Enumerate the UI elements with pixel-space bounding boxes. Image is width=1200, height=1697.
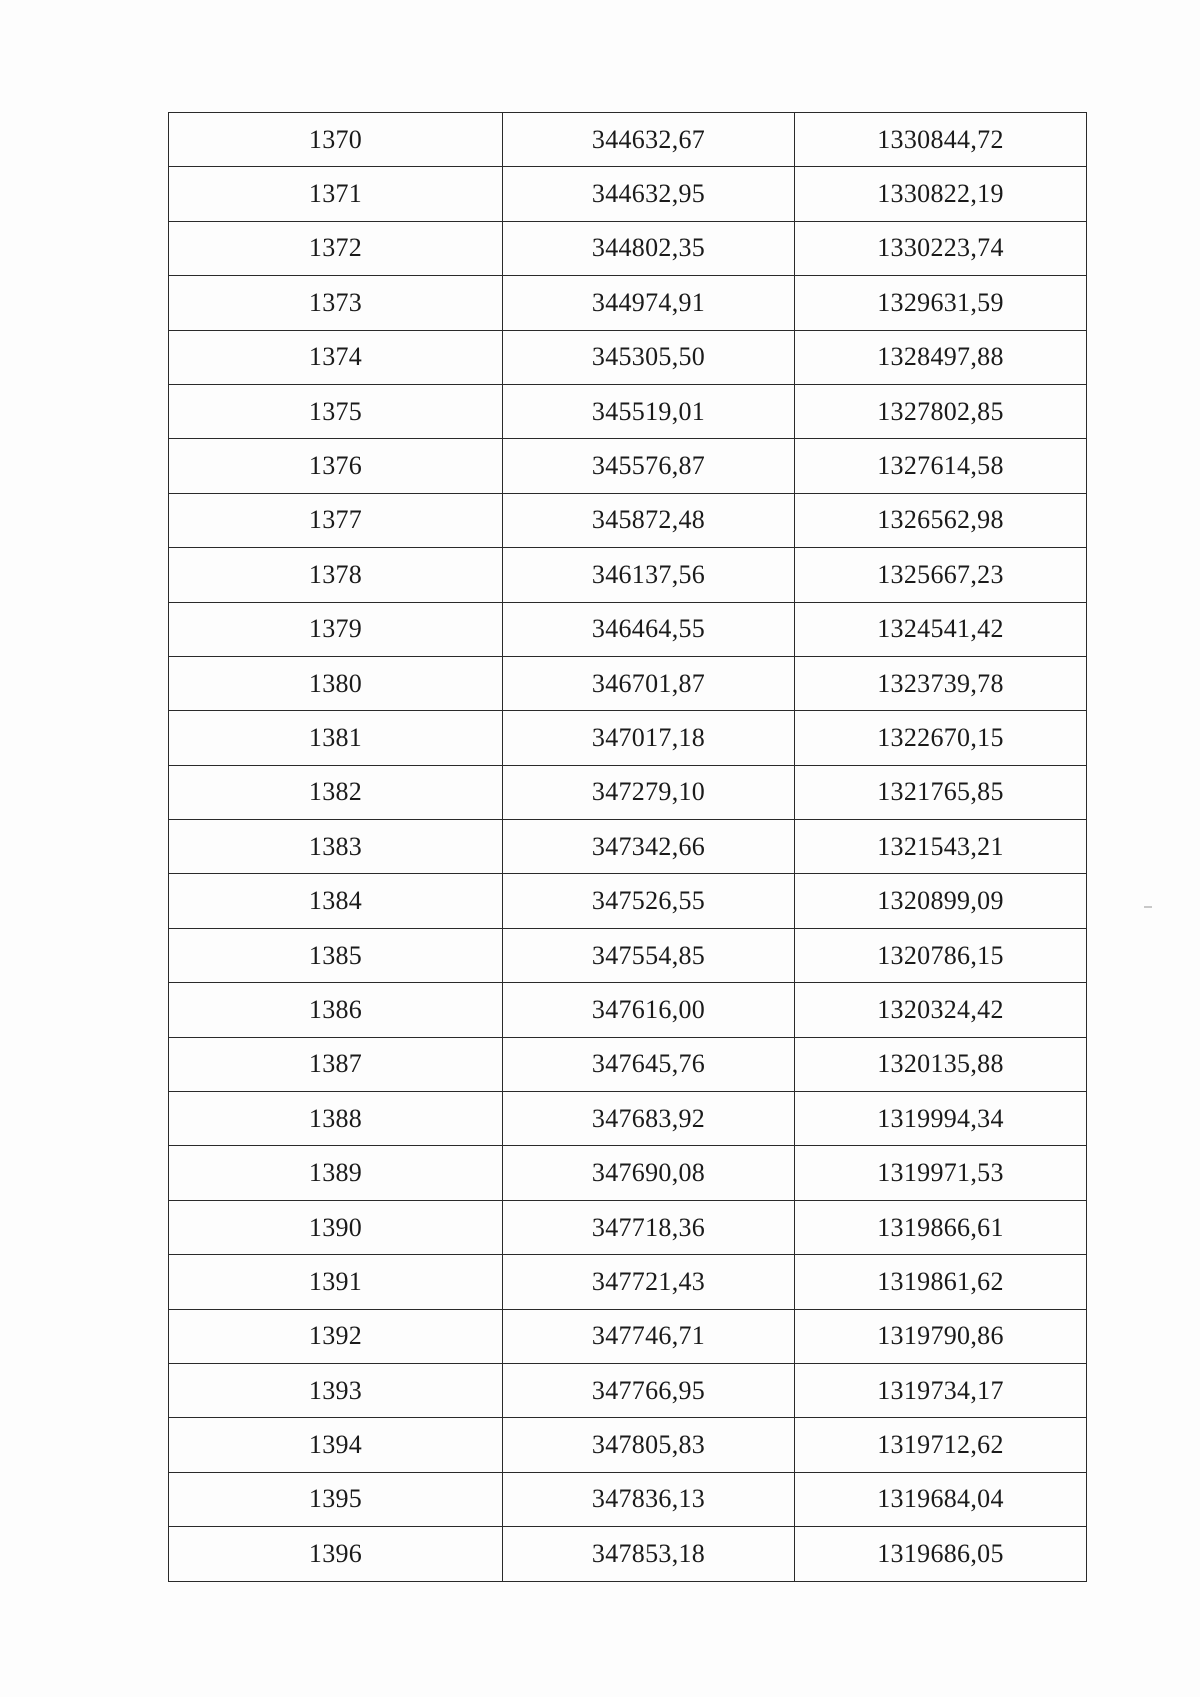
x-coordinate-cell: 347554,85 <box>503 928 795 982</box>
table-row <box>169 765 1087 819</box>
table-row <box>169 1037 1087 1091</box>
table-row <box>169 548 1087 602</box>
point-number-cell: 1384 <box>169 874 503 928</box>
point-number-cell: 1375 <box>169 384 503 438</box>
point-number-cell: 1388 <box>169 1092 503 1146</box>
x-coordinate-cell: 347526,55 <box>503 874 795 928</box>
x-coordinate-cell: 344802,35 <box>503 221 795 275</box>
y-coordinate-cell: 1322670,15 <box>795 711 1087 765</box>
y-coordinate-cell: 1326562,98 <box>795 493 1087 547</box>
table-row <box>169 820 1087 874</box>
y-coordinate-cell: 1330223,74 <box>795 221 1087 275</box>
table-row <box>169 276 1087 330</box>
x-coordinate-cell: 346137,56 <box>503 548 795 602</box>
point-number-cell: 1380 <box>169 656 503 710</box>
point-number-cell: 1381 <box>169 711 503 765</box>
x-coordinate-cell: 347690,08 <box>503 1146 795 1200</box>
x-coordinate-cell: 345305,50 <box>503 330 795 384</box>
point-number-cell: 1386 <box>169 983 503 1037</box>
y-coordinate-cell: 1319971,53 <box>795 1146 1087 1200</box>
y-coordinate-cell: 1325667,23 <box>795 548 1087 602</box>
x-coordinate-cell: 347342,66 <box>503 820 795 874</box>
table-row <box>169 1255 1087 1309</box>
table-row <box>169 874 1087 928</box>
x-coordinate-cell: 345872,48 <box>503 493 795 547</box>
table-row <box>169 1146 1087 1200</box>
x-coordinate-cell: 346464,55 <box>503 602 795 656</box>
x-coordinate-cell: 345519,01 <box>503 384 795 438</box>
point-number-cell: 1382 <box>169 765 503 819</box>
point-number-cell: 1394 <box>169 1418 503 1472</box>
table-row <box>169 1092 1087 1146</box>
point-number-cell: 1383 <box>169 820 503 874</box>
y-coordinate-cell: 1319684,04 <box>795 1472 1087 1526</box>
table-row <box>169 1527 1087 1581</box>
point-number-cell: 1370 <box>169 113 503 167</box>
point-number-cell: 1378 <box>169 548 503 602</box>
x-coordinate-cell: 347616,00 <box>503 983 795 1037</box>
point-number-cell: 1377 <box>169 493 503 547</box>
table-row <box>169 656 1087 710</box>
y-coordinate-cell: 1319712,62 <box>795 1418 1087 1472</box>
table-row <box>169 928 1087 982</box>
x-coordinate-cell: 344632,67 <box>503 113 795 167</box>
table-row <box>169 1309 1087 1363</box>
y-coordinate-cell: 1320324,42 <box>795 983 1087 1037</box>
y-coordinate-cell: 1327614,58 <box>795 439 1087 493</box>
x-coordinate-cell: 347718,36 <box>503 1200 795 1254</box>
point-number-cell: 1376 <box>169 439 503 493</box>
table-row <box>169 1472 1087 1526</box>
x-coordinate-cell: 344632,95 <box>503 167 795 221</box>
y-coordinate-cell: 1327802,85 <box>795 384 1087 438</box>
table-row <box>169 711 1087 765</box>
x-coordinate-cell: 347853,18 <box>503 1527 795 1581</box>
table-row <box>169 330 1087 384</box>
coordinates-table-body <box>169 113 1087 1582</box>
table-row <box>169 602 1087 656</box>
table-row <box>169 493 1087 547</box>
point-number-cell: 1396 <box>169 1527 503 1581</box>
x-coordinate-cell: 347721,43 <box>503 1255 795 1309</box>
x-coordinate-cell: 347279,10 <box>503 765 795 819</box>
x-coordinate-cell: 347017,18 <box>503 711 795 765</box>
point-number-cell: 1371 <box>169 167 503 221</box>
y-coordinate-cell: 1321765,85 <box>795 765 1087 819</box>
y-coordinate-cell: 1319994,34 <box>795 1092 1087 1146</box>
margin-mark <box>1144 906 1152 908</box>
y-coordinate-cell: 1324541,42 <box>795 602 1087 656</box>
y-coordinate-cell: 1319686,05 <box>795 1527 1087 1581</box>
table-row <box>169 1418 1087 1472</box>
point-number-cell: 1374 <box>169 330 503 384</box>
table-row <box>169 221 1087 275</box>
table-row <box>169 439 1087 493</box>
x-coordinate-cell: 347836,13 <box>503 1472 795 1526</box>
y-coordinate-cell: 1319734,17 <box>795 1363 1087 1417</box>
y-coordinate-cell: 1328497,88 <box>795 330 1087 384</box>
y-coordinate-cell: 1319790,86 <box>795 1309 1087 1363</box>
y-coordinate-cell: 1320135,88 <box>795 1037 1087 1091</box>
point-number-cell: 1373 <box>169 276 503 330</box>
point-number-cell: 1389 <box>169 1146 503 1200</box>
point-number-cell: 1392 <box>169 1309 503 1363</box>
x-coordinate-cell: 346701,87 <box>503 656 795 710</box>
x-coordinate-cell: 344974,91 <box>503 276 795 330</box>
point-number-cell: 1391 <box>169 1255 503 1309</box>
point-number-cell: 1387 <box>169 1037 503 1091</box>
y-coordinate-cell: 1320786,15 <box>795 928 1087 982</box>
point-number-cell: 1393 <box>169 1363 503 1417</box>
point-number-cell: 1372 <box>169 221 503 275</box>
table-row <box>169 384 1087 438</box>
table-row <box>169 167 1087 221</box>
table-row <box>169 1363 1087 1417</box>
x-coordinate-cell: 347746,71 <box>503 1309 795 1363</box>
point-number-cell: 1379 <box>169 602 503 656</box>
point-number-cell: 1390 <box>169 1200 503 1254</box>
y-coordinate-cell: 1319866,61 <box>795 1200 1087 1254</box>
coordinates-table <box>168 112 1087 1582</box>
x-coordinate-cell: 347805,83 <box>503 1418 795 1472</box>
y-coordinate-cell: 1329631,59 <box>795 276 1087 330</box>
y-coordinate-cell: 1330822,19 <box>795 167 1087 221</box>
x-coordinate-cell: 347683,92 <box>503 1092 795 1146</box>
y-coordinate-cell: 1320899,09 <box>795 874 1087 928</box>
y-coordinate-cell: 1319861,62 <box>795 1255 1087 1309</box>
table-row <box>169 1200 1087 1254</box>
table-row <box>169 113 1087 167</box>
y-coordinate-cell: 1330844,72 <box>795 113 1087 167</box>
y-coordinate-cell: 1321543,21 <box>795 820 1087 874</box>
x-coordinate-cell: 345576,87 <box>503 439 795 493</box>
point-number-cell: 1385 <box>169 928 503 982</box>
y-coordinate-cell: 1323739,78 <box>795 656 1087 710</box>
x-coordinate-cell: 347766,95 <box>503 1363 795 1417</box>
x-coordinate-cell: 347645,76 <box>503 1037 795 1091</box>
point-number-cell: 1395 <box>169 1472 503 1526</box>
table-row <box>169 983 1087 1037</box>
